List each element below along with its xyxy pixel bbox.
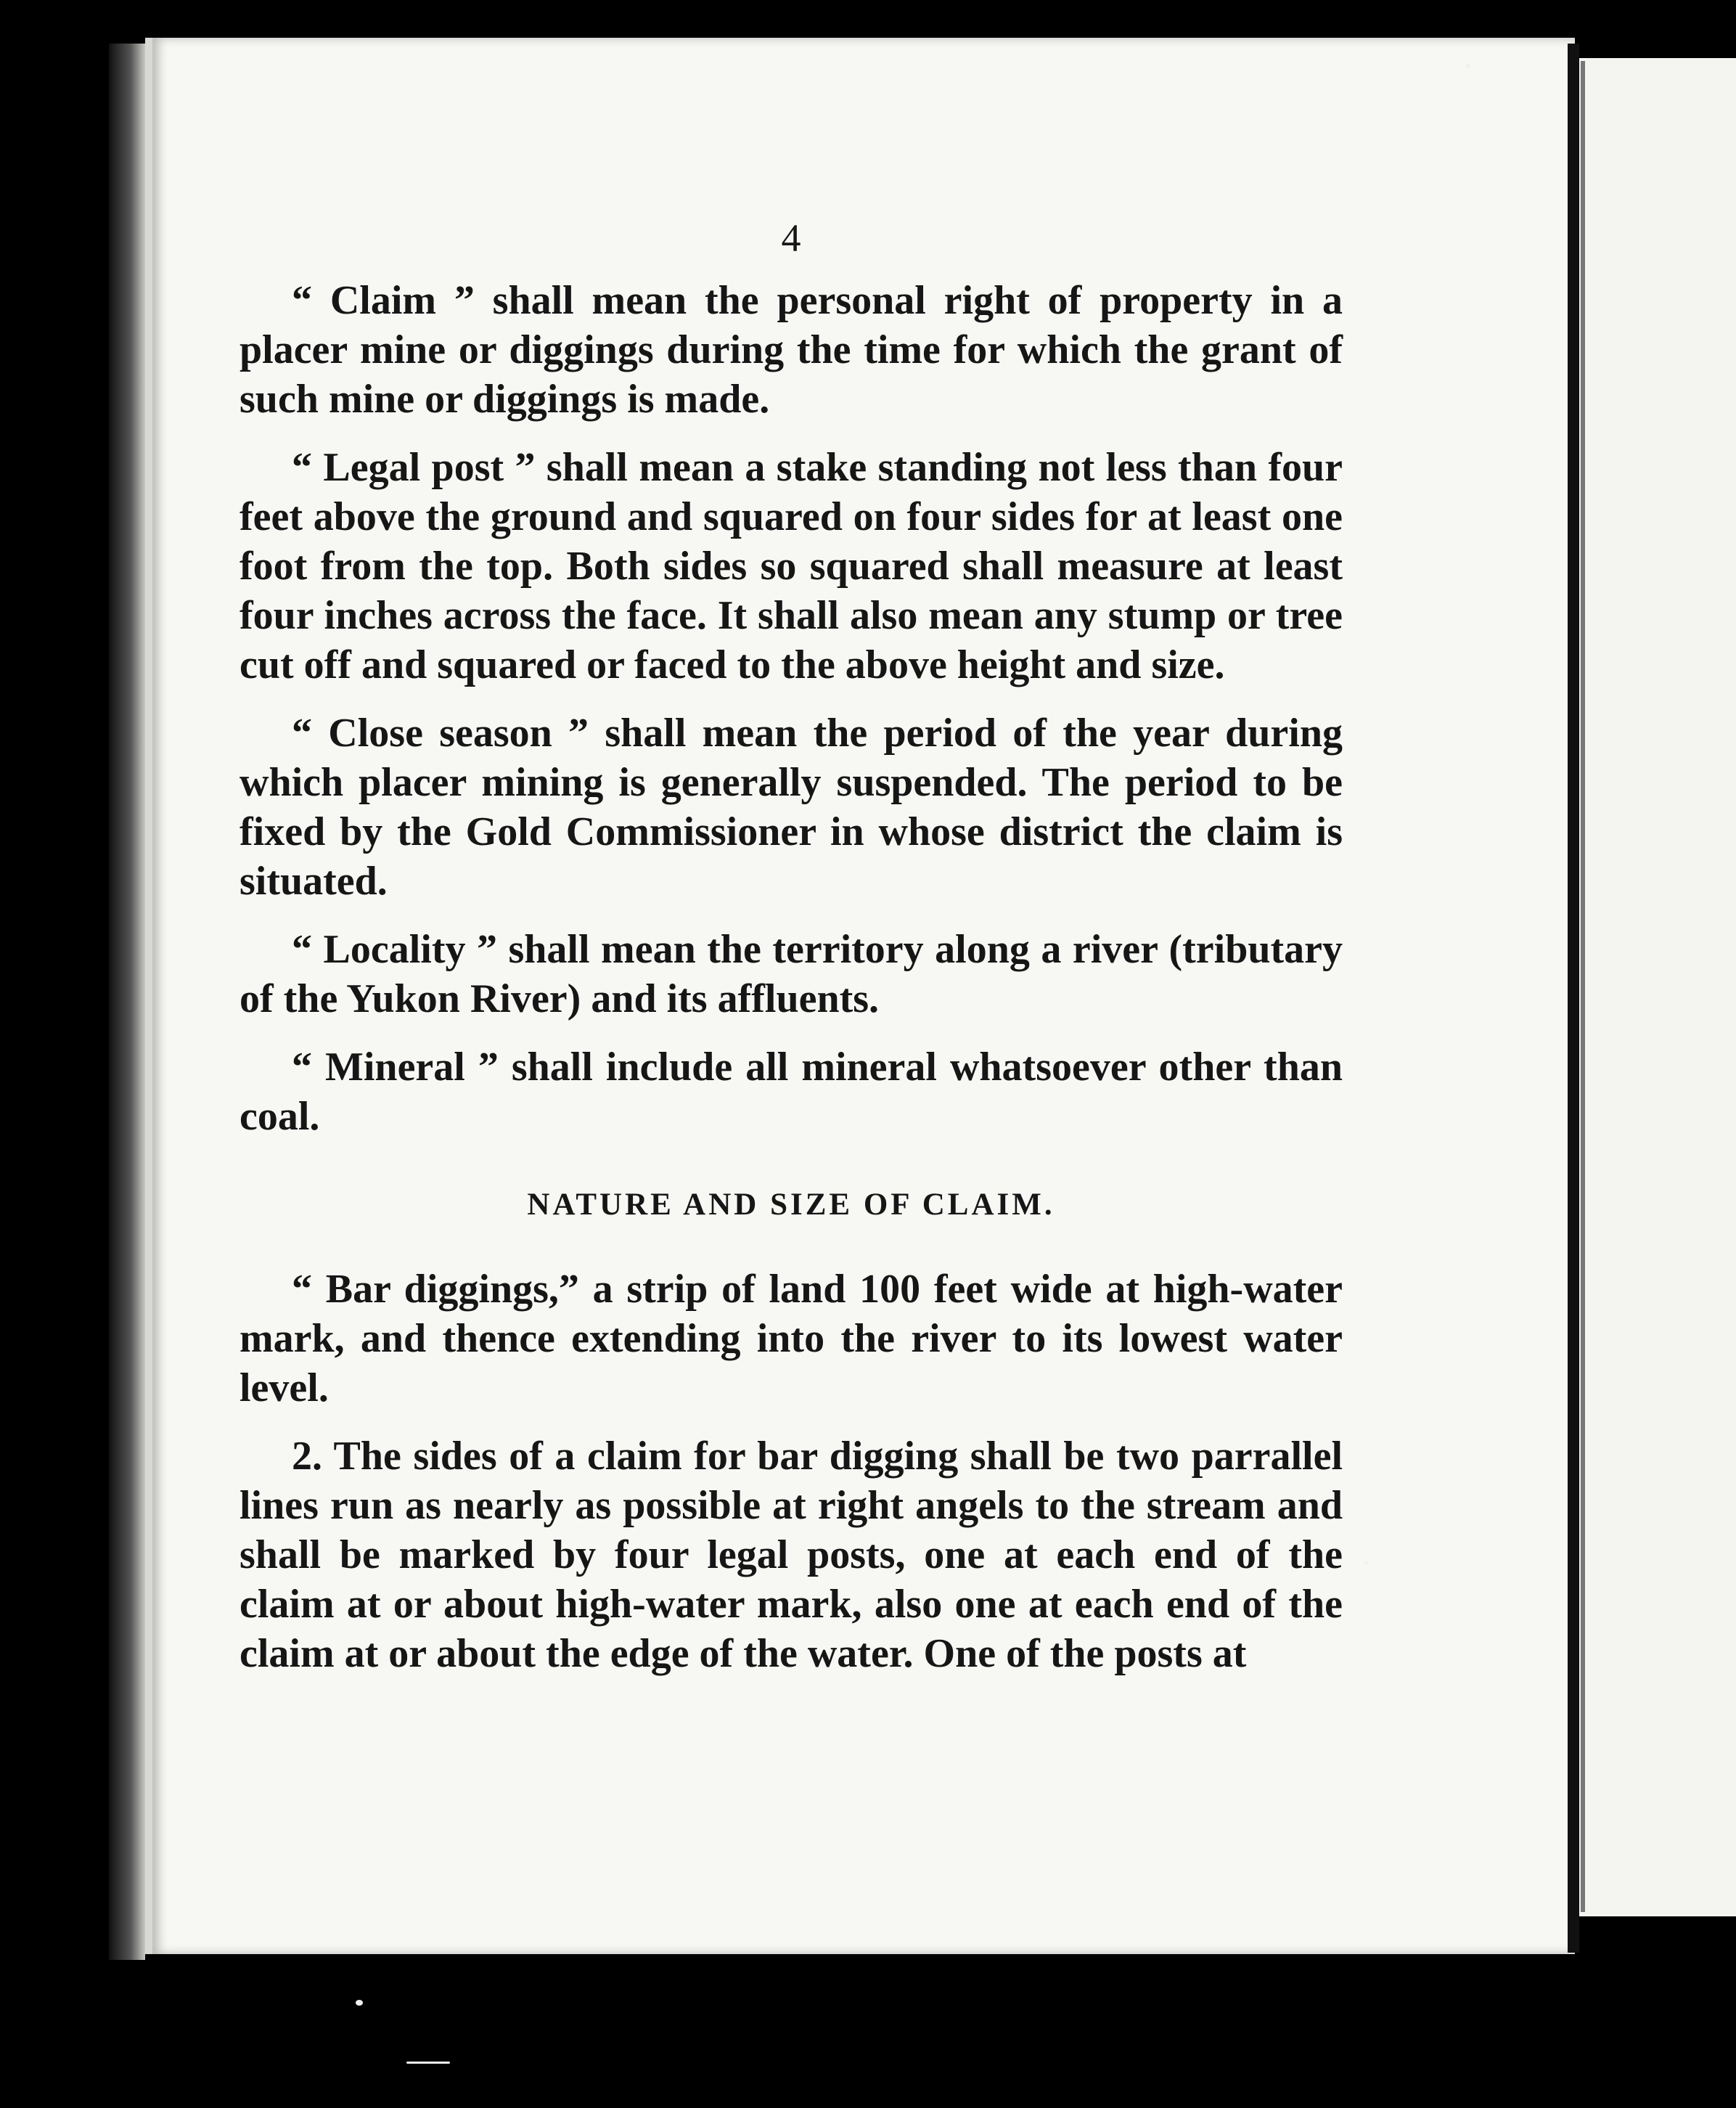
page-body	[239, 276, 1343, 1697]
definition-claim: “ Claim ” shall mean the personal right of property in a placer mine or diggings during the time for which the grant of such mine or diggings is made.	[239, 278, 1343, 422]
section-heading: NATURE AND SIZE OF CLAIM.	[527, 1188, 1055, 1222]
right-page-fold-line	[1581, 61, 1585, 1912]
page-gutter	[1568, 44, 1579, 1953]
definition-locality: “ Locality ” shall mean the territory along a river (tributary of the Yukon River) and its affluents.	[239, 927, 1343, 1021]
page-number: 4	[781, 216, 801, 260]
definition-close-season: “ Close season ” shall mean the period of the year during which placer mining is generally suspended. The period to be fixed by the Gold Commissioner in whose district the claim is situated.	[239, 711, 1343, 904]
bar-diggings-paragraph: “ Bar diggings,” a strip of land 100 feet wide at high-water mark, and thence extending into the river to its lowest water level.	[239, 1267, 1343, 1410]
book-spine-shadow	[109, 44, 145, 1960]
claim-sides-paragraph: 2. The sides of a claim for bar digging shall be two parrallel lines run as nearly as possible at right angels to the stream and shall be marked by four legal posts, one at each end of the claim at or about high-water mark, also one at each end of the claim at or about the edge of the water. One of the posts at	[239, 1434, 1343, 1676]
right-page-edge	[1579, 58, 1736, 1916]
definition-mineral: “ Mineral ” shall include all mineral whatsoever other than coal.	[239, 1045, 1343, 1139]
definition-legal-post: “ Legal post ” shall mean a stake standing not less than four feet above the ground and squared on four sides for at least one foot from the top. Both sides so squared shall measure at least four inches across the face. It shall also mean any stump or tree cut off and squared or faced to the above height and size.	[239, 445, 1343, 687]
